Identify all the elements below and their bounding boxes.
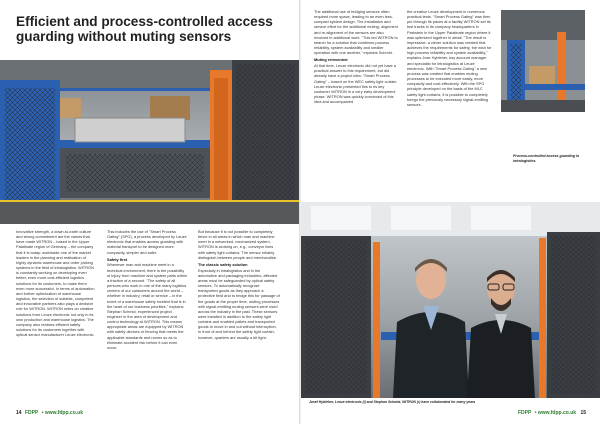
page-number: 14 (16, 410, 22, 416)
two-men-portrait-photo-icon (301, 202, 600, 398)
light-curtain-photo (501, 10, 585, 112)
subheading: The classic safety solution (198, 261, 248, 267)
left-column-2 (107, 229, 187, 405)
right-footer: FDPP • www.fdpp.co.uk 15 (518, 410, 586, 416)
right-page (301, 0, 600, 424)
warehouse-photo (0, 60, 299, 224)
footer-url: www.fdpp.co.uk (44, 410, 83, 416)
safety-light-curtain-photo-icon (501, 10, 585, 112)
footer-publication: FDPP (24, 410, 39, 416)
people-photo (301, 202, 600, 398)
right-column-1 (314, 9, 398, 199)
conveyor-warehouse-photo-icon (0, 60, 299, 224)
right-column-2 (407, 9, 493, 199)
paragraph: Especially in intralogistics and in the automotive and packaging industries, affected areas must be safeguarded by optical safety sensors. To automatically recognize transported goods as they approach a protective field and to bridge this for passage of the goods at the proper time, muting processes with signal-emitting muting sensors were used across the industry in the past. These sensors were installed in addition to the safety light curtains and enabled pallets and transported goods to move in and out without interruption. In front of and behind the safety light curtain, however, quarters are usually a bit tight. (198, 267, 280, 340)
photo-caption-top: Process-controlled access guarding in intralogistics. (513, 154, 580, 163)
paragraph: This includes the use of "Smart Process Gating" (SPG), a process developed by Leuze electronic that enables access guarding with material transport to be designed more compactly, simpler and safer. (107, 229, 187, 255)
left-column-3 (198, 229, 280, 405)
subheading: Safety first (107, 256, 128, 262)
paragraph: At that time, Leuze electronic did not yet have a practical answer to this requirement, but did already have a project idea: "Smart Process Gating" – based on the WEC safety light curtain. Leuze electronic presented this to its key customer WITRON in a very early development phase. WITRON was quickly convinced of this idea and accompanied (314, 63, 398, 105)
left-page (0, 0, 299, 424)
page-number: 15 (580, 410, 586, 416)
photo-caption-bottom: Josef Hybleher, Leuze electronic (l) and Stephan Schmid, WITRON (r) have collaborated for many years (309, 400, 476, 404)
paragraph: The additional use of bridging sensors often required more space, leading to an even less-compact system design. The installation and service effort for the additional muting, alignment and re-alignment of the sensors are also involved in additional work. "This led WITRON to search for a solution that combines process reliability, system availability and smaller operation with one another," explains Schmid. (314, 9, 398, 56)
paragraph: But because it is not possible to completely fence in all areas in which man and machine meet in a networked, mechanized system, WITRON is working on, e.g., conveyor lines with safety light curtains. The sensor reliably distinguish between people and merchandise. (198, 229, 277, 260)
left-footer: 14 FDPP • www.fdpp.co.uk (16, 410, 83, 416)
footer-publication: FDPP (518, 410, 532, 416)
article-title: Efficient and process-controlled access guarding without muting sensors (16, 14, 273, 45)
paragraph: Whenever man and machine meet in a technical environment, there is the possibility of injury from machine and system parts within a fraction of a second. "The safety of all persons who work in one of the many logistics centers of our customers around the world – whether in industry, retail or service – in the event of a warehouse safety incident that is in the heart of our business priorities," explains Stephan Schmid, experienced project engineer in the area of development and control technology at WITRON. This means appropriate areas are equipped by WITRON with safety devices or fencing that meets the applicable standards and norms so as to eliminate accident risk before it can even occur. (107, 262, 187, 350)
footer-url: www.fdpp.co.uk (537, 410, 577, 416)
left-column-1 (16, 229, 96, 405)
paragraph: the creative Leuze development in numerous practical tests. "Smart Process Gating" was then put through its paces at a facility WITRON set its test tracks in its company headquarters in Parkstein in the Upper Palatinate region where it was optimized together in detail. "The result is impressive: a clever solution was created that achieves the requirements for safety, the wish for high process reliability and system availability," explains Jose Hybleher, key account manager and specialist for intralogistics at Leuze electronic. With "Smart Process Gating" a new process was created that enables muting processes to be executed more easily, more compactly and cost-effectively. With the SPG principle developed on the basis of the MLC safety light curtains, it is possible to completely forego the previously necessary signal-emitting sensors. (407, 9, 492, 107)
subheading: Muting reinvented (314, 57, 348, 63)
paragraph: Innovative strength, a down-to-earth culture and strong commitment are the values that have made WITRON – based in the Upper Palatinate region of Germany – the company that it is today: worldwide one of the market leaders in the planning and realisation of highly dynamic warehouse and order picking systems in the field of intralogistics. WITRON is constantly working on developing even better, even more cost-efficient logistics solutions for its customers, to make them even more successful. In terms of automation and further optimization of warehouse logistics, the selection of suitable, competent and innovative partners also plays a decisive role for WITRON. WITRON relies on creative solutions from Leuze electronic not only in its own production and warehouse logistics. The company also realizes efficient safety solutions for its customers together with optical sensor manufacturer Leuze electronic. (16, 229, 95, 338)
